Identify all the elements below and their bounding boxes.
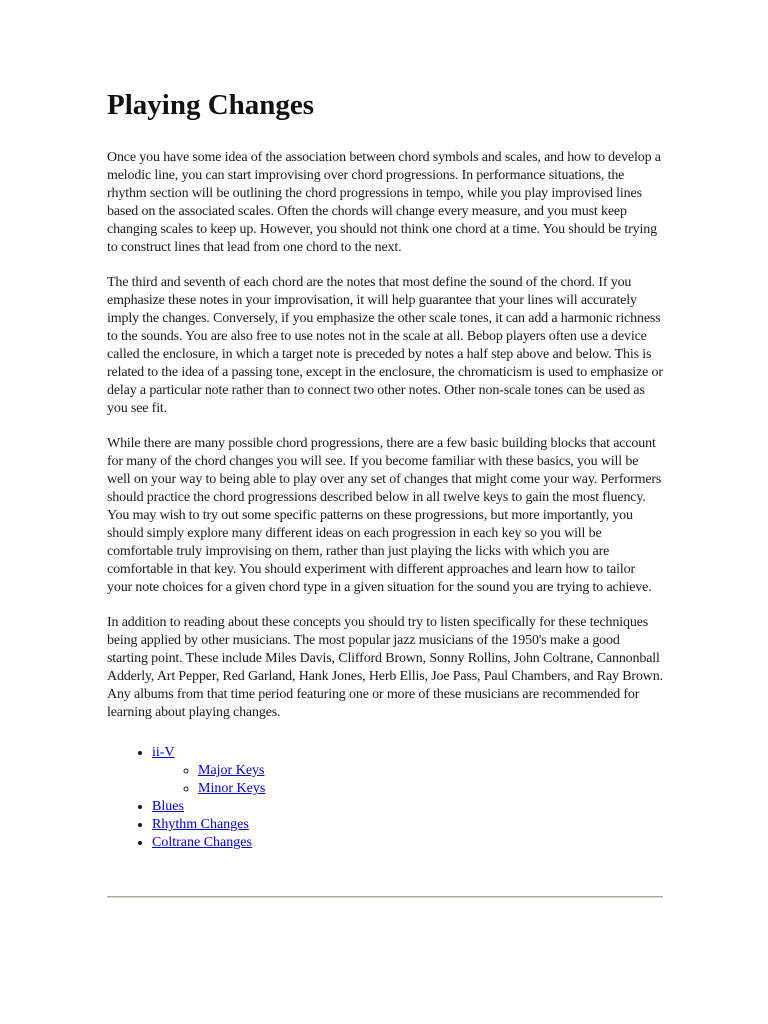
paragraph-listening: In addition to reading about these concepts you should try to listen specifically for these techniques being applied by other musicians. The most popular jazz musicians of the 1950's make a good starting point. These include Miles Davis, Clifford Brown, Sonny Rollins, John Coltrane, Cannonball Adderly, Art Pepper, Red Garland, Hank Jones, Herb Ellis, Joe Pass, Paul Chambers, and Ray Brown. Any albums from that time period featuring one or more of these musicians are recommended for learning about playing changes. [107,614,663,720]
paragraph-intro: Once you have some idea of the association between chord symbols and scales, and how to develop a melodic line, you can start improvising over chord progressions. In performance situations, the rhythm section will be outlining the chord progressions in tempo, while you play improvised lines based on the associated scales. Often the chords will change every measure, and you must keep changing scales to keep up. However, you should not think one chord at a time. You should be trying to construct lines that lead from one chord to the next. [107,149,661,255]
list-item-ii-v [152,744,663,798]
list-item-minor-keys [198,780,663,798]
blues-link[interactable]: Blues [152,798,184,814]
topic-link-list [107,744,663,852]
paragraph-third-seventh: The third and seventh of each chord are the notes that most define the sound of the chord. If you emphasize these notes in your improvisation, it will help guarantee that your lines will accurately imply the changes. Conversely, if you emphasize the other scale tones, it can add a harmonic richness to the sounds. You are also free to use notes not in the scale at all. Bebop players often use a device called the enclosure, in which a target note is preceded by notes a half step above and below. This is related to the idea of a passing tone, except in the enclosure, the chromaticism is used to emphasize or delay a particular note rather than to connect two other notes. Other non-scale tones can be used as you see fit. [107,274,663,416]
list-item-coltrane-changes [152,834,663,852]
ii-v-sublist [152,762,663,798]
horizontal-divider [107,896,663,898]
page-title: Playing Changes [107,89,315,121]
list-item-rhythm-changes [152,816,663,834]
document-page [107,88,663,852]
paragraph-building-blocks: While there are many possible chord progressions, there are a few basic building blocks that account for many of the chord changes you will see. If you become familiar with these basics, you will be well on your way to being able to play over any set of changes that might come your way. Performers should practice the chord progressions described below in all twelve keys to gain the most fluency. You may wish to try out some specific patterns on these progressions, but more importantly, you should simply explore many different ideas on each progression in each key so you will be comfortable truly improvising on them, rather than just playing the licks with which you are comfortable in that key. You should experiment with different approaches and learn how to tailor your note choices for a given chord type in a given situation for the sound you are trying to achieve. [107,435,662,595]
list-item-blues [152,798,663,816]
ii-v-link[interactable]: ii-V [152,744,175,760]
rhythm-changes-link[interactable]: Rhythm Changes [152,816,249,832]
minor-keys-link[interactable]: Minor Keys [198,780,266,796]
list-item-major-keys [198,762,663,780]
major-keys-link[interactable]: Major Keys [198,762,265,778]
coltrane-changes-link[interactable]: Coltrane Changes [152,834,252,850]
